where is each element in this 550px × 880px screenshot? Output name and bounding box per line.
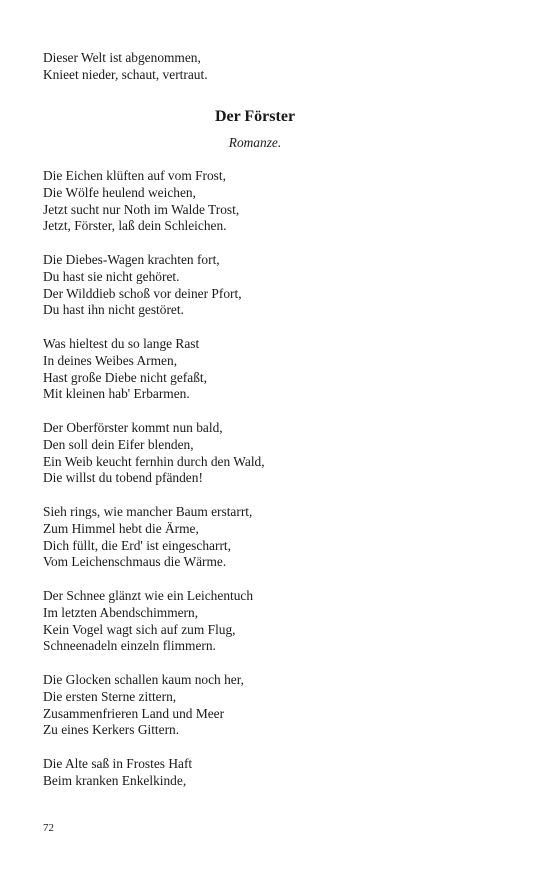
page-number: 72: [43, 822, 54, 834]
stanza: [43, 588, 265, 655]
verse-line: Schneenadeln einzeln flimmern.: [43, 638, 216, 654]
verse-line: Jetzt, Förster, laß dein Schleichen.: [43, 218, 227, 234]
stanza: [43, 252, 265, 319]
verse-line: Mit kleinen hab' Erbarmen.: [43, 386, 190, 402]
verse-line: Die willst du tobend pfänden!: [43, 470, 203, 486]
verse-line: Zum Himmel hebt die Ärme,: [43, 520, 199, 536]
verse-line: Zusammenfrieren Land und Meer: [43, 705, 225, 721]
verse-line: Die ersten Sterne zittern,: [43, 688, 177, 704]
verse-line: Dich füllt, die Erd' ist eingescharrt,: [43, 537, 231, 553]
verse-line: Im letzten Abendschimmern,: [43, 604, 199, 620]
verse-line: Knieet nieder, schaut, vertraut.: [43, 66, 208, 82]
preceding-poem-ending: [43, 50, 208, 84]
verse-line: Jetzt sucht nur Noth im Walde Trost,: [43, 201, 240, 217]
verse-line: Du hast sie nicht gehöret.: [43, 268, 180, 284]
stanza: [43, 504, 265, 571]
verse-line: Der Wilddieb schoß vor deiner Pfort,: [43, 285, 242, 301]
verse-line: Kein Vogel wagt sich auf zum Flug,: [43, 621, 236, 637]
verse-line: Zu eines Kerkers Gittern.: [43, 722, 180, 738]
stanza: [43, 420, 265, 487]
verse-line: Beim kranken Enkelkinde,: [43, 772, 187, 788]
verse-line: Der Schnee glänzt wie ein Leichentuch: [43, 587, 254, 603]
verse-line: Die Alte saß in Frostes Haft: [43, 755, 193, 771]
stanza: [43, 672, 265, 739]
verse-line: In deines Weibes Armen,: [43, 352, 178, 368]
verse-line: Hast große Diebe nicht gefaßt,: [43, 369, 207, 385]
verse-line: Die Wölfe heulend weichen,: [43, 184, 196, 200]
verse-line: Vom Leichenschmaus die Wärme.: [43, 554, 227, 570]
poem-title: Der Förster: [214, 108, 296, 125]
verse-line: Die Glocken schallen kaum noch her,: [43, 671, 244, 687]
verse-line: Dieser Welt ist abgenommen,: [43, 50, 201, 65]
verse-line: Den soll dein Eifer blenden,: [43, 436, 194, 452]
verse-line: Sieh rings, wie mancher Baum erstarrt,: [43, 503, 253, 519]
verse-line: Die Diebes-Wagen krachten fort,: [43, 251, 220, 267]
verse-line: Du hast ihn nicht gestöret.: [43, 302, 184, 318]
verse-line: Ein Weib keucht fernhin durch den Wald,: [43, 453, 265, 469]
stanza: [43, 756, 265, 790]
poem-body: [43, 168, 265, 806]
verse-line: Die Eichen klüften auf vom Frost,: [43, 168, 226, 183]
verse-line: Was hieltest du so lange Rast: [43, 335, 200, 351]
verse-line: Der Oberförster kommt nun bald,: [43, 419, 223, 435]
stanza: [43, 168, 265, 235]
stanza: [43, 336, 265, 403]
poem-subtitle: Romanze.: [228, 135, 282, 150]
